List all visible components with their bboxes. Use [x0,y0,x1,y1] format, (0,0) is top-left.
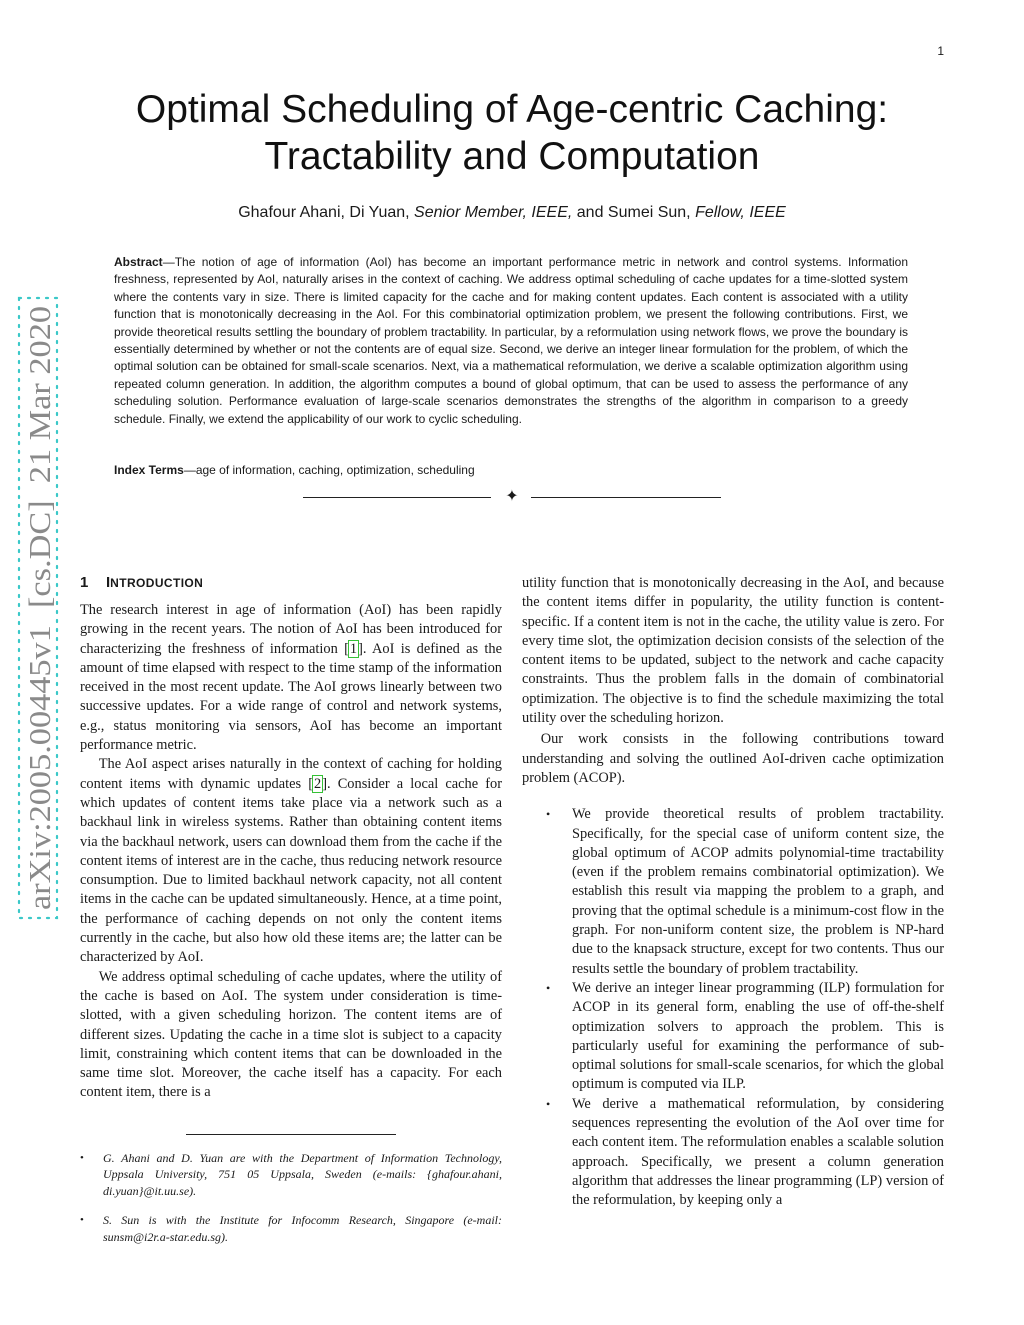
intro-p2-text-b: . Consider a local cache for which updates of content items take place via a network such as a backhaul link in wireless systems. Rather than obtaining content items via the backhaul network, users can download them from the cache if the content items of interest are in the cache, thus reducing network resource consumption. Due to limited backhaul network capacity, not all content items in the cache can be updated simultaneously. Hence, at a time point, the performance of caching depends on not only the content items currently in the cache, but also how old these items are; the latter can be characterized by AoI. [80,775,502,966]
list-item [522,979,944,1095]
index-terms-text: —age of information, caching, optimization, scheduling [183,463,475,477]
footnote-1 [80,1150,502,1199]
divider-line-left [303,497,491,498]
footnote-bullet-icon: • [80,1214,84,1227]
left-column [80,601,502,1103]
section-title-initial: I [106,574,111,591]
contributions-list [522,805,944,1210]
paper-title [90,86,934,180]
list-item [522,805,944,979]
footnote-rule [186,1134,396,1135]
right-paragraph-1: utility function that is monotonically decreasing in the AoI, and because the content items differ in popularity, the utility function is content-specific. If a content item is not in the cache, the utility value is zero. For every time slot, the optimization decision consists of the selection of the content items to be updated, subject to the network and cache capacity constraints. Thus the problem falls in the domain of combinatorial optimization. The objective is to find the schedule maximizing the total utility over the scheduling horizon. [522,575,944,727]
author-membership-2: Fellow, IEEE [695,204,786,221]
page-number: 1 [937,44,944,58]
footnote-2-text: S. Sun is with the Institute for Infocomm Research, Singapore (e-mail: sunsm@i2r.a-star.edu.sg). [103,1213,502,1244]
section-title-rest: NTRODUCTION [110,576,204,590]
author-membership-1: Senior Member, IEEE, [414,204,573,221]
section-heading-introduction [80,573,502,593]
intro-p1-text-a: The research interest in age of information (AoI) has been rapidly growing in the recent years. The notion of AoI has been introduced for characterizing the freshness of information [80,602,502,657]
abstract-label: Abstract [114,255,163,269]
abstract-text: —The notion of age of information (AoI) has become an important performance metric in network and control systems. Information freshness, represented by AoI, naturally arises in the context of caching. We address optimal scheduling of cache updates for a time-slotted system where the contents vary in size. There is limited capacity for the cache and for making content updates. Each content is associated with a utility function that is monotonically decreasing in the AoI. For this combinatorial optimization problem, we present the following contributions. First, we provide theoretical results settling the boundary of problem tractability. In particular, by a reformulation using network flows, we prove the boundary is essentially determined by whether or not the contents are of equal size. Second, we derive an integer linear formulation for the problem, of which the optimal solution can be obtained for small-scale scenarios. Next, via a mathematical reformulation, we derive a scalable optimization algorithm using repeated column generation. In addition, the algorithm computes a bound of global optimum, that can be used to assess the performance of any scheduling solution. Performance evaluation of large-scale scenarios demonstrates the strengths of the algorithm in comparison to a greedy schedule. Finally, we extend the applicability of our work to cyclic scheduling. [114,255,908,426]
bullet-icon: • [546,1096,551,1111]
footnote-bullet-icon: • [80,1152,84,1164]
divider-star-icon: ✦ [505,486,519,505]
title-line-1: Optimal Scheduling of Age-centric Caching: [135,88,889,131]
right-paragraph-2: Our work consists in the following contributions toward understanding and solving the outlined AoI-driven cache optimization problem (ACOP). [522,731,944,786]
authors-part-1: Ghafour Ahani, Di Yuan, [238,204,415,221]
footnote-1-text: G. Ahani and D. Yuan are with the Department of Information Technology, Uppsala University, 751 05 Uppsala, Sweden (e-mails: {ghafour.ahani, di.yuan}@it.uu.se). [103,1151,502,1198]
divider-line-right [531,497,721,498]
bullet-icon: • [546,980,551,995]
index-terms-label: Index Terms [114,463,184,477]
intro-paragraph-3: We address optimal scheduling of cache updates, where the utility of the cache is based on AoI. The system under consideration is time-slotted, with a given scheduling horizon. The content items are of different sizes. Updating the cache in a time slot is subject to a capacity limit, constraining which content items that can be downloaded in the same time slot. Moreover, the cache itself has a capacity. For each content item, there is a [80,968,502,1101]
intro-p2-text-a: The AoI aspect arises naturally in the context of caching for holding content items with dynamic updates [80,756,502,792]
citation-link-2[interactable]: 2 [314,775,322,792]
bullet-icon: • [546,807,551,822]
arxiv-stamp-text: arXiv:2005.00445v1 [cs.DC] 21 Mar 2020 [23,372,57,910]
authors-part-2: and Sumei Sun, [572,204,696,221]
footnotes [80,1150,502,1245]
abstract [114,254,908,428]
intro-paragraph-1: The research interest in age of information (AoI) has been rapidly growing in the recent years. The notion of AoI has been introduced for characterizing the freshness of information [1]. AoI is defined as the amount of time elapsed with respect to the time stamp of the information received in the most recent update. The AoI grows linearly between two successive updates. For a wide range of control and network systems, e.g., status monitoring via sensors, AoI has become an important performance metric. [80,602,502,754]
footnote-2 [80,1212,502,1245]
intro-paragraph-2: The AoI aspect arises naturally in the context of caching for holding content items with dynamic updates [2]. Consider a local cache for which updates of content items take place via a network such as a backhaul link in wireless systems. Rather than obtaining content items via the backhaul network, users can download them from the cache if the content items of interest are in the cache, thus reducing network resource consumption. Due to limited backhaul network capacity, not all content items in the cache can be updated simultaneously. Hence, at a time point, the performance of caching depends on not only the content items currently in the cache, but also how old these items are; the latter can be characterized by AoI. [80,756,502,966]
contribution-2-text: We derive an integer linear programming (ILP) formulation for ACOP in its general form, enabling the use of off-the-shelf optimization solvers to approach the problem. This is particularly useful for examining the performance of sub-optimal solutions for small-scale scenarios, for which the global optimum is computed via ILP. [572,979,944,1093]
author-list [90,202,934,224]
contribution-1-text: We provide theoretical results of problem tractability. Specifically, for the special case of uniform content size, the global optimum of ACOP admits polynomial-time tractability (even if the problem remains combinatorial optimization). We establish this result via mapping the problem to a graph, and proving that the optimal schedule is a minimum-cost flow in the graph. For non-uniform content size, the problem is NP-hard due to the knapsack structure, except for two contents. Thus our results settle the boundary of problem tractability. [572,806,944,977]
right-column [522,574,944,1211]
index-terms [114,462,908,479]
contribution-3-text: We derive a mathematical reformulation, by considering sequences representing the evolution of the AoI over time for each content item. The reformulation enables a scalable solution approach. Specifically, we present a column generation algorithm that addresses the linear programming (LP) version of the reformulation, by keeping only a [572,1095,944,1209]
title-line-2: Tractability and Computation [264,135,760,178]
intro-p1-text-b: . AoI is defined as the amount of time elapsed with respect to the time stamp of the information received in the most recent update. The AoI grows linearly between two successive updates. For a wide range of control and network systems, e.g., status monitoring via sensors, AoI has become an important performance metric. [80,640,502,754]
list-item [522,1095,944,1211]
section-number: 1 [80,574,89,591]
arxiv-stamp [0,0,62,1325]
citation-link-1[interactable]: 1 [349,640,358,657]
